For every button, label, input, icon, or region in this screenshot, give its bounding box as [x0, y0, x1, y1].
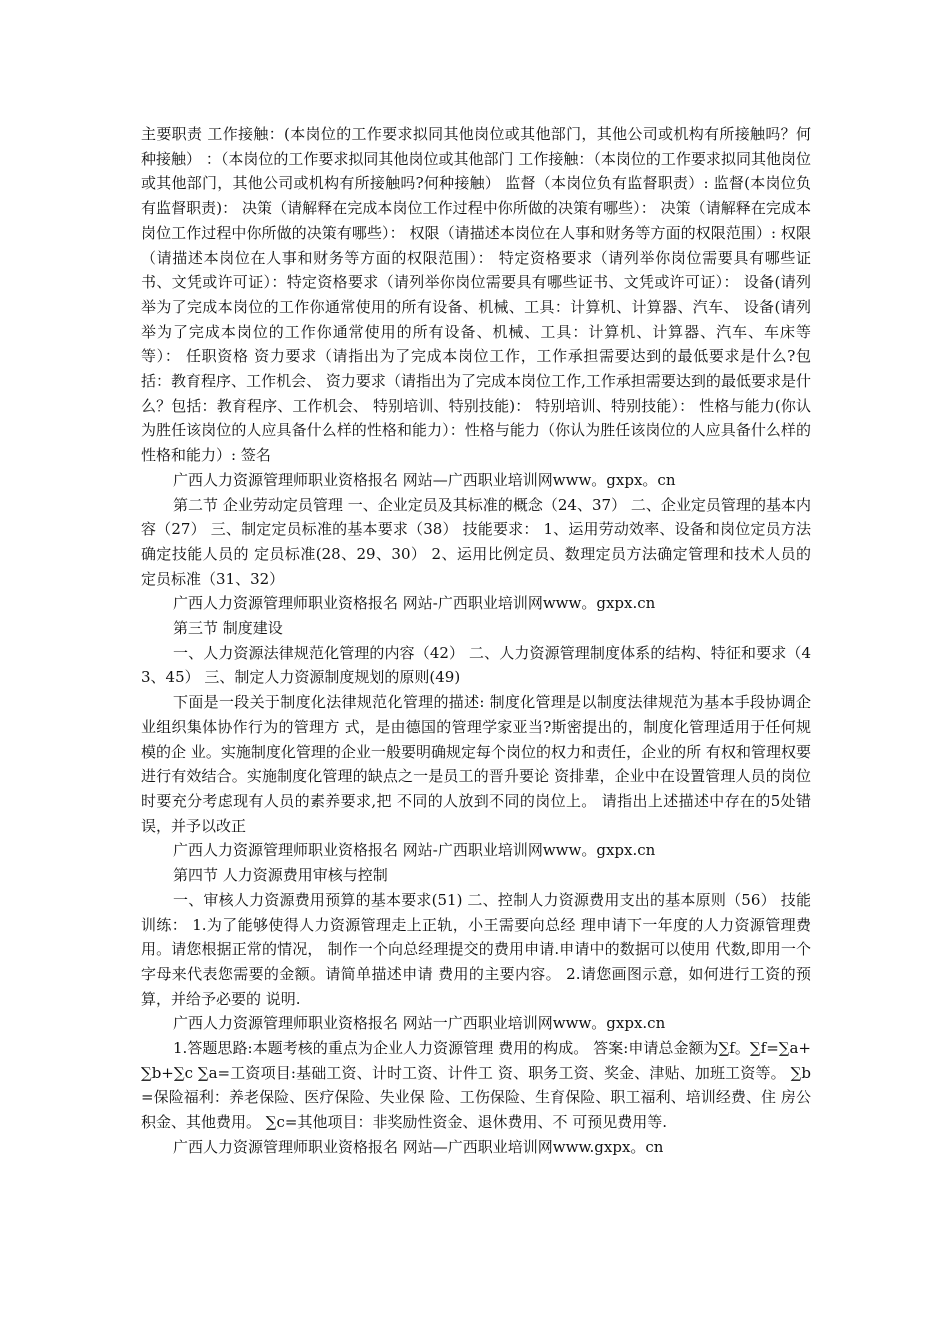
- registration-footer-line: 广西人力资源管理师职业资格报名 网站-广西职业培训网www。gxpx.cn: [173, 841, 656, 860]
- section-3-outline-paragraph: 一、人力资源法律规范化管理的内容（42） 二、人力资源管理制度体系的结构、特征和要求（43、45） 三、制定人力资源制度规划的原则(49): [141, 643, 811, 687]
- section-4-skills-paragraph: 一、审核人力资源费用预算的基本要求(51) 二、控制人力资源费用支出的基本原则（56） 技能训练： 1.为了能够使得人力资源管理走上正轨，小王需要向总经 理申请下一年度的人力资源管理费用。请您根据正常的情况， 制作一个向总经理提交的费用申请.申请中的数据可以使用 代数,即用一个字母来代表您需要的金额。请简单描述申请 费用的主要内容。 2.请您画图示意，如何进行工资的预算，并给予必要的 说明.: [141, 890, 811, 1008]
- section-4-heading: 第四节 人力资源费用审核与控制: [173, 866, 388, 885]
- institutionalization-question-paragraph: 下面是一段关于制度化法律规范化管理的描述: 制度化管理是以制度法律规范为基本手段协调企业组织集体协作行为的管理方 式，是由德国的管理学家亚当?斯密提出的，制度化管理适用于任何规模的企 业。实施制度化管理的企业一般要明确规定每个岗位的权力和责任，企业的所 有权和管理权要进行有效结合。实施制度化管理的缺点之一是员工的晋升要论 资排辈，企业中在设置管理人员的岗位时要充分考虑现有人员的素养要求,把 不同的人放到不同的岗位上。 请指出上述描述中存在的5处错误，并予以改正: [141, 693, 811, 835]
- document-page: [141, 122, 811, 1160]
- section-3-heading: 第三节 制度建设: [173, 619, 283, 638]
- registration-footer-line: 广西人力资源管理师职业资格报名 网站—广西职业培训网www。gxpx。cn: [173, 470, 676, 489]
- registration-footer-line: 广西人力资源管理师职业资格报名 网站-广西职业培训网www。gxpx.cn: [173, 594, 656, 613]
- registration-footer-line: 广西人力资源管理师职业资格报名 网站一广西职业培训网www。gxpx.cn: [173, 1014, 666, 1033]
- answer-paragraph: 1.答题思路:本题考核的重点为企业人力资源管理 费用的构成。 答案:申请总金额为∑f。∑f=∑a+∑b+∑c ∑a=工资项目:基础工资、计时工资、计件工 资、职务工资、奖金、津贴、加班工资等。 ∑b=保险福利：养老保险、医疗保险、失业保 险、工伤保险、生育保险、职工福利、培训经费、住 房公积金、其他费用。 ∑c=其他项目：非奖励性资金、退休费用、不 可预见费用等.: [141, 1039, 811, 1132]
- section-2-staffing-paragraph: 第二节 企业劳动定员管理 一、企业定员及其标准的概念（24、37） 二、企业定员管理的基本内容（27） 三、制定定员标准的基本要求（38） 技能要求： 1、运用劳动效率、设备和岗位定员方法确定技能人员的 定员标准(28、29、30） 2、运用比例定员、数理定员方法确定管理和技术人员的 定员标准（31、32）: [141, 495, 811, 588]
- registration-footer-line: 广西人力资源管理师职业资格报名 网站—广西职业培训网www.gxpx。cn: [173, 1137, 664, 1156]
- responsibilities-paragraph: 主要职责 工作接触：(本岗位的工作要求拟同其他岗位或其他部门，其他公司或机构有所接触吗？何种接触） ：（本岗位的工作要求拟同其他岗位或其他部门 工作接触：（本岗位的工作要求拟同其他岗位或其他部门，其他公司或机构有所接触吗?何种接触） 监督（本岗位负有监督职责）: 监督(本岗位负有监督职责)： 决策（请解释在完成本岗位工作过程中你所做的决策有哪些）： 决策（请解释在完成本岗位工作过程中你所做的决策有哪些）： 权限（请描述本岗位在人事和财务等方面的权限范围）: 权限（请描述本岗位在人事和财务等方面的权限范围）： 特定资格要求（请列举你岗位需要具有哪些证书、文凭或许可证）：特定资格要求（请列举你岗位需要具有哪些证书、文凭或许可证）： 设备(请列举为了完成本岗位的工作你通常使用的所有设备、机械、工具：计算机、计算器、汽车、 设备(请列举为了完成本岗位的工作你通常使用的所有设备、机械、工具：计算机、计算器、汽车、车床等 等）： 任职资格 资力要求（请指出为了完成本岗位工作，工作承担需要达到的最低要求是什么?包括：教育程序、工作机会、 资力要求（请指出为了完成本岗位工作,工作承担需要达到的最低要求是什么？包括：教育程序、工作机会、 特别培训、特别技能)： 特别培训、特别技能）： 性格与能力(你认为胜任该岗位的人应具备什么样的性格和能力）：性格与能力（你认为胜任该岗位的人应具备什么样的性格和能力）: 签名: [141, 125, 811, 465]
